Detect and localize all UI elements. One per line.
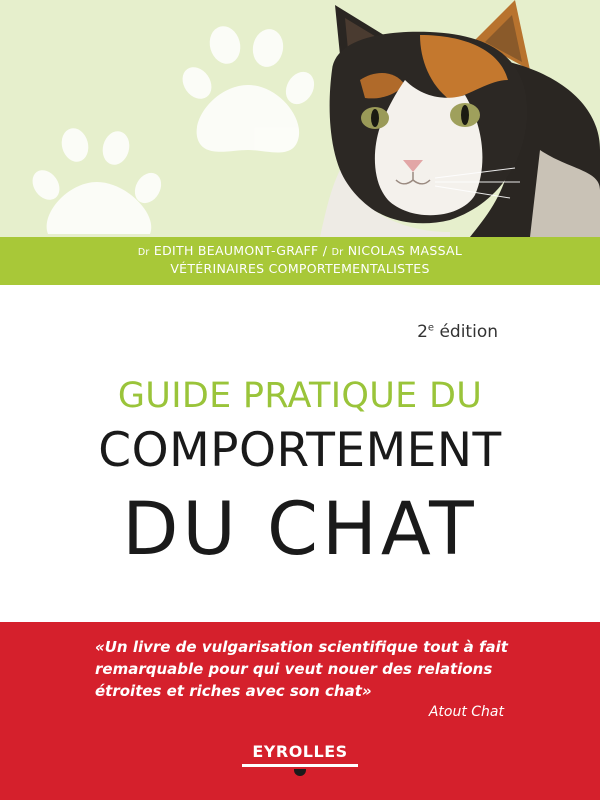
title-line-1: GUIDE PRATIQUE DU — [117, 376, 483, 416]
publisher-mark-icon — [294, 769, 306, 776]
publisher-logo — [238, 738, 362, 778]
cover-illustration-band — [0, 0, 600, 237]
authors-band — [0, 237, 600, 285]
authors-profession: VÉTÉRINAIRES COMPORTEMENTALISTES — [170, 261, 430, 276]
calico-cat-photo — [300, 0, 600, 237]
title-line-3: DU CHAT — [122, 487, 478, 572]
authors-names: Dr EDITH BEAUMONT-GRAFF / Dr NICOLAS MASSAL — [137, 243, 463, 258]
publisher-name: EYROLLES — [252, 742, 348, 761]
quote-source: Atout Chat — [428, 704, 504, 720]
title-line-2: COMPORTEMENT — [98, 423, 502, 478]
review-quote: «Un livre de vulgarisation scientifique tout à fait remarquable pour qui veut nouer des relations étroites et riches avec son chat» — [95, 638, 508, 700]
publisher-underline — [242, 764, 358, 767]
edition-label: 2e édition — [417, 322, 498, 342]
